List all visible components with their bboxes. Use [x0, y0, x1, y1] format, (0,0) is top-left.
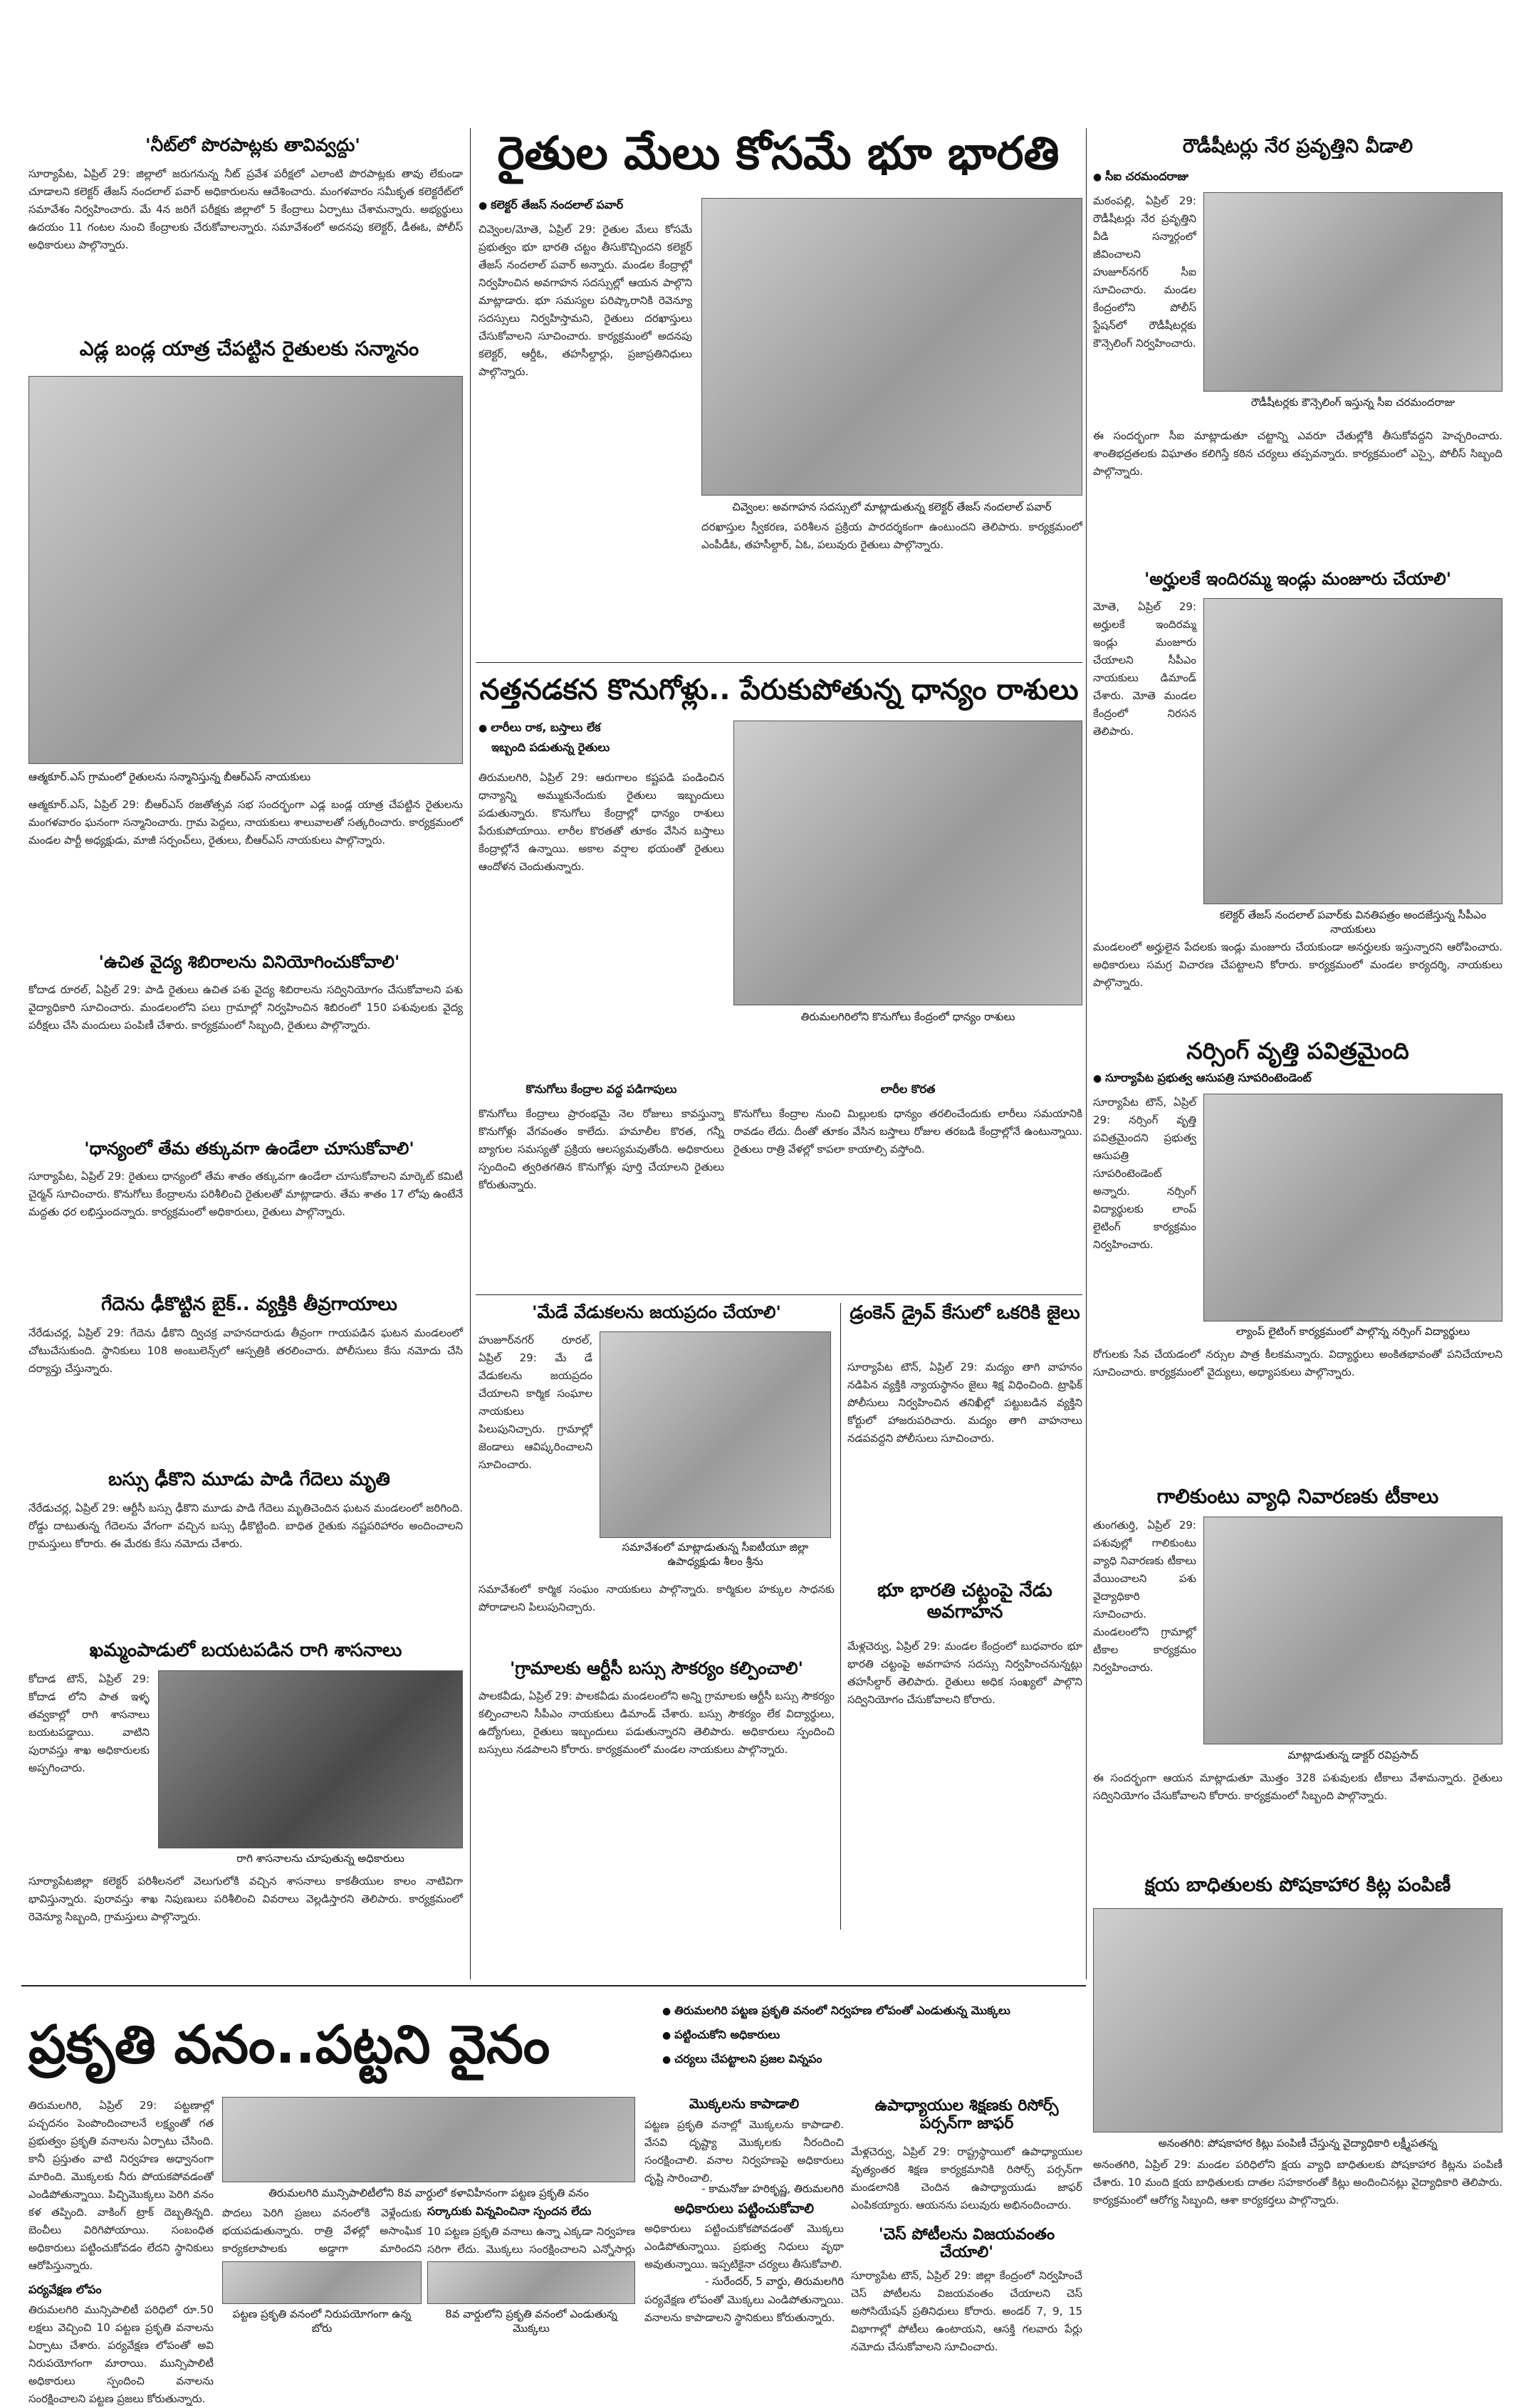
headline-bus-accident: బస్సు ఢీకొని మూడు పాడి గేదెలు మృతి	[108, 1469, 390, 1490]
article-bhu-bharati-body: చివ్వెంల/మోతె, ఏప్రిల్ 29: రైతుల మేలు కోసమే ప్రభుత్వం భూ భారతి చట్టం తీసుకొచ్చిందని కలెక్టర్ తేజస్ నందలాల్ పవార్ అన్నారు. మండల కేంద్రాల్లో నిర్వహించిన అవగాహన సదస్సుల్లో ఆయన పాల్గొని మాట్లాడారు. భూ సమస్యల పరిష్కారానికి రెవెన్యూ సదస్సులు నిర్వహిస్తామని, రైతులు దరఖాస్తులు చేసుకోవాలని సూచించారు. కార్యక్రమంలో అదనపు కలెక్టర్, ఆర్డీఓ, తహసీల్దార్లు, ప్రజాప్రతినిధులు పాల్గొన్నారు.	[479, 223, 692, 378]
article-supervision-body: తిరుమలగిరి మున్సిపాలిటీ పరిధిలో రూ.50 లక్షలు వెచ్చించి 10 పట్టణ ప్రకృతి వనాలను ఏర్పాటు చేశారు. పర్యవేక్షణ లోపంతో అవి నిరుపయోగంగా మారాయి. మున్సిపాలిటీ అధికారులు స్పందించి వనాలను సంరక్షించాలని పట్టణ ప్రజలు కోరుతున్నారు.	[28, 2303, 214, 2405]
caption-unused-borewell: పట్టణ ప్రకృతి వనంలో నిరుపయోగంగా ఉన్న బోరు	[232, 2308, 412, 2335]
headline-grain-moisture: 'ధాన్యంలో తేమ తక్కువగా ఉండేలా చూసుకోవాలి'	[84, 1138, 414, 1158]
article-tb-kits-body: అనంతగిరి, ఏప్రిల్ 29: మండల పరిధిలోని క్షయ వ్యాధి బాధితులకు పోషకాహార కిట్లను పంపిణీ చేశారు. 10 మంది క్షయ బాధితులకు దాతల సహకారంతో కిట్లు అందించినట్లు వైద్యాధికారి తెలిపారు. కార్యక్రమంలో ఆరోగ్య సిబ్బంది, ఆశా కార్యకర్తలు పాల్గొన్నారు.	[1093, 2158, 1502, 2207]
bullet-nature-park-3: ● చర్యలు చేపట్టాలని ప్రజల విన్నపం	[662, 2052, 1082, 2068]
caption-cpm-petition: కలెక్టర్ తేజస్ నందలాల్ పవార్‌కు వినతిపత్రం అందజేస్తున్న సీపీఎం నాయకులు	[1219, 909, 1487, 936]
headline-bike-accident: గేదెను ఢీకొట్టిన బైక్.. వ్యక్తికి తీవ్రగాయాలు	[101, 1294, 397, 1315]
article-chess-body: సూర్యాపేట టౌన్, ఏప్రిల్ 29: జిల్లా కేంద్రంలో నిర్వహించే చెస్ పోటీలను విజయవంతం చేయాలని చెస్ అసోసియేషన్ ప్రతినిధులు కోరారు. అండర్ 7, 9, 15 విభాగాల్లో పోటీలు ఉంటాయని, ఆసక్తి గలవారు పేర్లు నమోదు చేసుకోవాలని సూచించారు.	[851, 2269, 1082, 2353]
headline-edla-bandla: ఎడ్ల బండ్ల యాత్ర చేపట్టిన రైతులకు సన్మానం	[79, 337, 419, 360]
headline-nursing: నర్సింగ్ వృత్తి పవిత్రమైంది	[1186, 1037, 1409, 1064]
photo-tb-kits	[1093, 1908, 1502, 2132]
box-officials-sign: - సురేందర్, 5 వార్డు, తిరుమలగిరి	[704, 2275, 844, 2288]
box-save-plants-text: పట్టణ ప్రకృతి వనాల్లో మొక్కలను కాపాడాలి. వేసవి దృష్ట్యా మొక్కలకు నీరందించి సంరక్షించాలి. వనాల నిర్వహణపై అధికారులు దృష్టి సారించాలి.	[644, 2118, 844, 2184]
article-bhu-bharati-body-2: దరఖాస్తుల స్వీకరణ, పరిశీలన ప్రక్రియ పారదర్శకంగా ఉంటుందని తెలిపారు. కార్యక్రమంలో ఎంపీడీఓ, తహసీల్దార్, ఏఓ, పలువురు రైతులు పాల్గొన్నారు.	[701, 520, 1082, 551]
subhead-supervision: పర్యవేక్షణ లోపం	[28, 2283, 102, 2296]
quote-government: సర్కారుకు విన్నవించినా స్పందన లేదు	[427, 2204, 592, 2218]
caption-farmers-felicitation: ఆత్మకూర్.ఎస్ గ్రామంలో రైతులను సన్మానిస్తున్న బీఆర్ఎస్ నాయకులు	[28, 770, 311, 783]
article-copper-plates-body: కోదాడ టౌన్, ఏప్రిల్ 29: కోదాడ లోని పాత ఇళ్ళ తవ్వకాల్లో రాగి శాసనాలు బయటపడ్డాయి. వాటిని పురావస్తు శాఖ అధికారులకు అప్పగించారు.	[28, 1672, 150, 1774]
headline-prakruthi-vanam: ప్రకృతి వనం..పట్టని వైనం	[28, 2014, 550, 2075]
article-waiting-body: కొనుగోలు కేంద్రాలు ప్రారంభమై నెల రోజులు కావస్తున్నా కొనుగోళ్లు వేగవంతం కాలేదు. హమాలీల కొరత, గన్నీ బ్యాగుల సమస్యతో ప్రక్రియ ఆలస్యమవుతోంది. అధికారులు స్పందించి త్వరితగతిన కొనుగోళ్లు పూర్తి చేయాలని రైతులు కోరుతున్నారు.	[479, 1107, 724, 1191]
headline-tb-kits: క్షయ బాధితులకు పోషకాహార కిట్ల పంపిణీ	[1144, 1874, 1451, 1896]
caption-copper-plates: రాగి శాసనాలను చూపుతున్న అధికారులు	[236, 1852, 404, 1865]
section-rule-bottom	[21, 1985, 1086, 1986]
caption-lamp-lighting: ల్యాంప్ లైటింగ్ కార్యక్రమంలో పాల్గొన్న నర్సింగ్ విద్యార్థులు	[1235, 1325, 1470, 1338]
article-rowdy-body-2: ఈ సందర్భంగా సీఐ మాట్లాడుతూ చట్టాన్ని ఎవరూ చేతుల్లోకి తీసుకోవద్దని హెచ్చరించారు. శాంతిభద్రతలకు విఘాతం కలిగిస్తే కఠిన చర్యలు తప్పవన్నారు. కార్యక్రమంలో ఎస్సై, పోలీస్ సిబ్బంది పాల్గొన్నారు.	[1093, 429, 1502, 478]
article-drunken-drive-body: సూర్యాపేట టౌన్, ఏప్రిల్ 29: మద్యం తాగి వాహనం నడిపిన వ్యక్తికి న్యాయస్థానం జైలు శిక్ష విధించింది. ట్రాఫిక్ పోలీసులు నిర్వహించిన తనిఖీల్లో పట్టుబడిన వ్యక్తిని కోర్టులో హాజరుపరిచారు. మద్యం తాగి వాహనాలు నడపవద్దని పోలీసులు సూచించారు.	[847, 1361, 1082, 1445]
subhead-lorry-shortage: లారీల కొరత	[880, 1082, 936, 1096]
photo-nature-park-ward8	[222, 2097, 635, 2182]
article-nature-park-body-2: పొదలు పెరిగి ప్రజలు వనంలోకి వెళ్లేందుకు భయపడుతున్నారు. రాత్రి వేళల్లో అసాంఘిక కార్యకలాపాలకు అడ్డాగా మారిందని	[222, 2207, 422, 2255]
bullet-collector: ● కలెక్టర్ తేజస్ నందలాల్ పవార్	[479, 198, 692, 214]
column-rule-left	[470, 128, 471, 1979]
box-officials-text: అధికారులు పట్టించుకోకపోవడంతో మొక్కలు ఎండిపోతున్నాయి. ప్రభుత్వ నిధులు వృథా అవుతున్నాయి. ఇప్పటికైనా చర్యలు తీసుకోవాలి.	[644, 2222, 844, 2271]
article-grain-moisture-body: సూర్యాపేట, ఏప్రిల్ 29: రైతులు ధాన్యంలో తేమ శాతం తక్కువగా ఉండేలా చూసుకోవాలని మార్కెట్ కమిటీ చైర్మన్ సూచించారు. కొనుగోలు కేంద్రాలను పరిశీలించి రైతులతో మాట్లాడారు. తేమ శాతం 17 లోపు ఉంటేనే మద్దతు ధర లభిస్తుందన్నారు. కార్యక్రమంలో అధికారులు, రైతులు పాల్గొన్నారు.	[28, 1170, 463, 1218]
bullet-farmers-trouble: ఇబ్బంది పడుతున్న రైతులు	[491, 740, 610, 754]
headline-bhu-bharati: రైతుల మేలు కోసమే భూ భారతి	[497, 127, 1060, 180]
caption-grain-heaps: తిరుమలగిరిలోని కొనుగోలు కేంద్రంలో ధాన్యం రాశులు	[800, 1010, 1015, 1023]
section-rule-1	[476, 662, 1082, 663]
photo-unused-borewell	[222, 2261, 422, 2304]
article-bike-accident-body: నేరేడుచర్ల, ఏప్రిల్ 29: గేదెను ఢీకొని ద్విచక్ర వాహనదారుడు తీవ్రంగా గాయపడిన ఘటన మండలంలో చోటుచేసుకుంది. స్థానికులు 108 అంబులెన్స్‌లో ఆస్పత్రికి తరలించారు. పోలీసులు కేసు నమోదు చేసి దర్యాప్తు చేస్తున్నారు.	[28, 1326, 463, 1375]
headline-neet: 'నీట్‌లో పొరపాట్లకు తావివ్వద్దు'	[145, 135, 360, 155]
article-vaccination-body-2: ఈ సందర్భంగా ఆయన మాట్లాడుతూ మొత్తం 328 పశువులకు టీకాలు వేశామన్నారు. రైతులు సద్వినియోగం చేసుకోవాలని కోరారు. కార్యక్రమంలో సిబ్బంది పాల్గొన్నారు.	[1093, 1771, 1502, 1802]
article-bus-accident-body: నేరేడుచర్ల, ఏప్రిల్ 29: ఆర్టీసీ బస్సు ఢీకొని మూడు పాడి గేదెలు మృతిచెందిన ఘటన మండలంలో జరిగింది. రోడ్డు దాటుతున్న గేదెలను వేగంగా వచ్చిన బస్సు ఢీకొట్టింది. బాధిత రైతుకు నష్టపరిహారం అందించాలని గ్రామస్తులు కోరారు. ఈ మేరకు కేసు నమోదు చేశారు.	[28, 1502, 463, 1550]
photo-doctor-speaking	[1203, 1517, 1502, 1744]
headline-rtc-bus: 'గ్రామాలకు ఆర్టీసీ బస్సు సౌకర్యం కల్పించాలి'	[509, 1658, 803, 1678]
subhead-waiting: కొనుగోలు కేంద్రాల వద్ద పడిగాపులు	[526, 1082, 677, 1096]
article-indiramma-body-2: మండలంలో అర్హులైన పేదలకు ఇండ్లు మంజూరు చేయకుండా అనర్హులకు ఇస్తున్నారని ఆరోపించారు. అధికారులు సమగ్ర విచారణ చేపట్టాలని కోరారు. కార్యక్రమంలో మండల కార్యదర్శి, నాయకులు పాల్గొన్నారు.	[1093, 941, 1502, 989]
headline-may-day: 'మేడే వేడుకలను జయప్రదం చేయాలి'	[532, 1302, 781, 1322]
article-bhu-bharati-awareness-body: మేళ్లచెర్వు, ఏప్రిల్ 29: మండల కేంద్రంలో బుధవారం భూ భారతి చట్టంపై అవగాహన సదస్సు నిర్వహించనున్నట్లు తహసీల్దార్ తెలిపారు. రైతులు అధిక సంఖ్యలో పాల్గొని సద్వినియోగం చేసుకోవాలని కోరారు.	[847, 1640, 1082, 1706]
article-edla-bandla-body: ఆత్మకూర్.ఎస్, ఏప్రిల్ 29: బీఆర్ఎస్ రజతోత్సవ సభ సందర్భంగా ఎడ్ల బండ్ల యాత్ర చేపట్టిన రైతులను మంగళవారం ఘనంగా సన్మానించారు. గ్రామ పెద్దలు, నాయకులు శాలువాలతో సత్కరించారు. కార్యక్రమంలో మండల పార్టీ అధ్యక్షుడు, మాజీ సర్పంచ్‌లు, రైతులు, బీఆర్ఎస్ నాయకులు పాల్గొన్నారు.	[28, 798, 463, 847]
bullet-nature-park-2: ● పట్టించుకోని అధికారులు	[662, 2028, 1082, 2044]
headline-drunken-drive: డ్రంకెన్ డ్రైవ్ కేసులో ఒకరికి జైలు	[850, 1302, 1080, 1324]
photo-lamp-lighting	[1203, 1094, 1502, 1321]
photo-farmers-felicitation	[28, 376, 463, 764]
article-nature-park-body: తిరుమలగిరి, ఏప్రిల్ 29: పట్టణాల్లో పచ్చదనం పెంపొందించాలనే లక్ష్యంతో గత ప్రభుత్వం ప్రకృతి వనాలను ఏర్పాటు చేసింది. కానీ ప్రస్తుతం వాటి నిర్వహణ అధ్వానంగా మారింది. మొక్కలకు నీరు పోయకపోవడంతో ఎండిపోతున్నాయి. పిచ్చిమొక్కలు పెరిగి వనం కళ తప్పింది. వాకింగ్ ట్రాక్ దెబ్బతిన్నది. బెంచీలు విరిగిపోయాయి. సంబంధిత అధికారులు పట్టించుకోవడం లేదని స్థానికులు ఆరోపిస్తున్నారు.	[28, 2099, 214, 2272]
headline-rowdy-sheeters: రౌడీషీటర్లు నేర ప్రవృత్తిని వీడాలి	[1182, 135, 1413, 157]
photo-grain-heaps	[733, 721, 1082, 1005]
caption-doctor-speaking: మాట్లాడుతున్న డాక్టర్ రవిప్రసాద్	[1287, 1749, 1418, 1761]
caption-may-day-meeting: సమావేశంలో మాట్లాడుతున్న సీఐటీయూ జిల్లా ఉపాధ్యక్షుడు శీలం శ్రీను	[622, 1541, 809, 1568]
headline-bhu-bharati-awareness: భూ భారతి చట్టంపై నేడు అవగాహన	[877, 1580, 1052, 1623]
headline-medical-camps: 'ఉచిత వైద్య శిబిరాలను వినియోగించుకోవాలి'	[98, 952, 400, 972]
photo-drying-plants	[427, 2261, 635, 2304]
byline-ci: ● సీఐ చరమందరాజు	[1093, 169, 1307, 186]
bullet-lorries: ● లారీలు రాక, బస్తాలు లేక	[479, 721, 735, 737]
photo-collector-meeting	[701, 198, 1082, 496]
column-rule-center	[840, 1303, 841, 1930]
box-supervision-text: పర్యవేక్షణ లోపంతో మొక్కలు ఎండిపోతున్నాయి. వనాలను కాపాడాలని స్థానికులు కోరుతున్నారు.	[644, 2293, 844, 2324]
caption-collector-meeting: చివ్వెంల: అవగాహన సదస్సులో మాట్లాడుతున్న కలెక్టర్ తేజస్ నందలాల్ పవార్	[732, 501, 1052, 513]
headline-indiramma-houses: 'అర్హులకే ఇందిరమ్మ ఇండ్లు మంజూరు చేయాలి'	[1144, 569, 1452, 589]
photo-copper-plates	[158, 1670, 463, 1848]
article-may-day-body-2: సమావేశంలో కార్మిక సంఘం నాయకులు పాల్గొన్నారు. కార్మికుల హక్కుల సాధనకు పోరాడాలని పిలుపునిచ్చారు.	[479, 1583, 835, 1613]
bullet-superintendent: ● సూర్యాపేట ప్రభుత్వ ఆసుపత్రి సూపరింటెండెంట్	[1093, 1071, 1502, 1087]
headline-teacher-training: ఉపాధ్యాయుల శిక్షణకు రిసోర్స్ పర్సన్‌గా జాఫర్	[874, 2097, 1059, 2133]
headline-chess: 'చెస్ పోటీలను విజయవంతం చేయాలి'	[878, 2226, 1055, 2262]
caption-rowdy-counselling: రౌడీషీటర్లకు కౌన్సెలింగ్ ఇస్తున్న సీఐ చరమందరాజు	[1250, 396, 1455, 409]
photo-rowdy-counselling	[1203, 192, 1502, 392]
article-may-day-body: హుజూర్‌నగర్ రూరల్, ఏప్రిల్ 29: మే డే వేడుకలను జయప్రదం చేయాలని కార్మిక సంఘాల నాయకులు పిలుపునిచ్చారు. గ్రామాల్లో జెండాలు ఆవిష్కరించాలని సూచించారు.	[479, 1334, 592, 1471]
photo-may-day-meeting	[600, 1331, 831, 1538]
headline-vaccination: గాలికుంటు వ్యాధి నివారణకు టీకాలు	[1156, 1485, 1439, 1508]
caption-tb-kits: అనంతగిరి: పోషకాహార కిట్లు పంపిణీ చేస్తున్న వైద్యాధికారి లక్ష్మీపతన్న	[1158, 2137, 1438, 2150]
box-save-plants-title: మొక్కలను కాపాడాలి	[689, 2096, 800, 2112]
caption-nature-park-ward8: తిరుమలగిరి మున్సిపాలిటీలోని 8వ వార్డులో కళావిహీనంగా పట్టణ ప్రకృతి వనం	[268, 2187, 589, 2199]
article-medical-camps-body: కోదాడ రూరల్, ఏప్రిల్ 29: పాడి రైతులు ఉచిత పశు వైద్య శిబిరాలను సద్వినియోగం చేసుకోవాలని పశు వైద్యాధికారి సూచించారు. మండలంలోని పలు గ్రామాల్లో నిర్వహించిన శిబిరంలో 150 పశువులకు వైద్య పరీక్షలు చేసి మందులు పంపిణీ చేశారు. కార్యక్రమంలో సిబ్బంది, రైతులు పాల్గొన్నారు.	[28, 983, 463, 1032]
article-lorry-shortage-body: కొనుగోలు కేంద్రాల నుంచి మిల్లులకు ధాన్యం తరలించేందుకు లారీలు సమయానికి రావడం లేదు. దీంతో తూకం వేసిన బస్తాలు రోజుల తరబడి కేంద్రాల్లోనే ఉంటున్నాయి. రైతులు రాత్రి వేళల్లో కాపలా కాయాల్సి వస్తోంది.	[733, 1107, 1082, 1156]
article-teacher-training-body: మేళ్లచెర్వు, ఏప్రిల్ 29: రాష్ట్రస్థాయిలో ఉపాధ్యాయుల వృత్యంతర శిక్షణ కార్యక్రమానికి రిసోర్స్ పర్సన్‌గా మండలానికి చెందిన ఉపాధ్యాయుడు జాఫర్ ఎంపికయ్యారు. ఆయనను పలువురు అభినందించారు.	[851, 2145, 1082, 2211]
headline-grain-purchases: నత్తనడకన కొనుగోళ్లు.. పేరుకుపోతున్న ధాన్యం రాశులు	[479, 674, 1079, 706]
article-rtc-bus-body: పాలకవీడు, ఏప్రిల్ 29: పాలకవీడు మండలంలోని అన్ని గ్రామాలకు ఆర్టీసీ బస్సు సౌకర్యం కల్పించాలని సీపీఎం నాయకులు డిమాండ్ చేశారు. బస్సు సౌకర్యం లేక విద్యార్థులు, ఉద్యోగులు, రైతులు ఇబ్బందులు పడుతున్నారని తెలిపారు. అధికారులు స్పందించి బస్సులు నడపాలని కోరారు. కార్యక్రమంలో మండల నాయకులు పాల్గొన్నారు.	[479, 1690, 835, 1756]
bullet-nature-park-1: ● తిరుమలగిరి పట్టణ ప్రకృతి వనంలో నిర్వహణ లోపంతో ఎండుతున్న మొక్కలు	[662, 2004, 1082, 2020]
quote-government-text: 10 పట్టణ ప్రకృతి వనాలు ఉన్నా ఎక్కడా నిర్వహణ సరిగా లేదు. మొక్కలు సంరక్షించాలని ఎన్నోసార్లు	[427, 2225, 635, 2256]
column-rule-right	[1086, 128, 1087, 1979]
article-grain-purchases-body: తిరుమలగిరి, ఏప్రిల్ 29: ఆరుగాలం కష్టపడి పండించిన ధాన్యాన్ని అమ్ముకునేందుకు రైతులు ఇబ్బందులు పడుతున్నారు. కొనుగోలు కేంద్రాల్లో ధాన్యం రాశులు పేరుకుపోయాయి. లారీల కొరతతో తూకం వేసిన బస్తాలు కేంద్రాల్లోనే ఉన్నాయి. అకాల వర్షాల భయంతో రైతులు ఆందోళన చెందుతున్నారు.	[479, 771, 724, 873]
article-vaccination-body: తుంగతుర్తి, ఏప్రిల్ 29: పశువుల్లో గాలికుంటు వ్యాధి నివారణకు టీకాలు వేయించాలని పశు వైద్యాధికారి సూచించారు. మండలంలోని గ్రామాల్లో టీకాల కార్యక్రమం నిర్వహించారు.	[1093, 1519, 1196, 1674]
article-neet-body: సూర్యాపేట, ఏప్రిల్ 29: జిల్లాలో జరుగనున్న నీట్ ప్రవేశ పరీక్షలో ఎలాంటి పొరపాట్లకు తావు లేకుండా చూడాలని కలెక్టర్ తేజస్ నందలాల్ పవార్ అధికారులను ఆదేశించారు. మంగళవారం సమీకృత కలెక్టరేట్‌లో సమావేశం నిర్వహించారు. మే 4న జరిగే పరీక్షకు జిల్లాలో 5 కేంద్రాలు ఏర్పాటు చేశామన్నారు. అభ్యర్థులు ఉదయం 11 గంటల నుంచి కేంద్రాలకు చేరుకోవాలన్నారు. సమావేశంలో అదనపు కలెక్టర్, డీఈఓ, పోలీస్ అధికారులు పాల్గొన్నారు.	[28, 167, 463, 251]
article-indiramma-body: మోతె, ఏప్రిల్ 29: అర్హులకే ఇందిరమ్మ ఇండ్లు మంజూరు చేయాలని సీపీఎం నాయకులు డిమాండ్ చేశారు. మోతె మండల కేంద్రంలో నిరసన తెలిపారు.	[1093, 600, 1196, 738]
article-copper-plates-body-2: సూర్యాపేటజిల్లా కలెక్టర్ పరిశీలనలో వెలుగులోకి వచ్చిన శాసనాలు కాకతీయుల కాలం నాటివిగా భావిస్తున్నారు. పురావస్తు శాఖ నిపుణులు పరిశీలించి వివరాలు వెల్లడిస్తారని తెలిపారు. కార్యక్రమంలో రెవెన్యూ సిబ్బంది, గ్రామస్తులు పాల్గొన్నారు.	[28, 1875, 463, 1923]
article-nursing-body-2: రోగులకు సేవ చేయడంలో నర్సుల పాత్ర కీలకమన్నారు. విద్యార్థులు అంకితభావంతో పనిచేయాలని సూచించారు. కార్యక్రమంలో వైద్యులు, అధ్యాపకులు పాల్గొన్నారు.	[1093, 1348, 1502, 1378]
headline-copper-plates: ఖమ్మంపాడులో బయటపడిన రాగి శాసనాలు	[89, 1640, 402, 1661]
caption-drying-plants: 8వ వార్డులోని ప్రకృతి వనంలో ఎండుతున్న మొక్కలు	[445, 2308, 617, 2335]
section-rule-2	[476, 1294, 1082, 1295]
box-officials-title: అధికారులు పట్టించుకోవాలి	[674, 2201, 815, 2216]
article-rowdy-body: మఠంపల్లి, ఏప్రిల్ 29: రౌడీషీటర్లు నేర ప్రవృత్తిని వీడి సన్మార్గంలో జీవించాలని హుజూర్‌నగర్ సీఐ సూచించారు. మండల కేంద్రంలోని పోలీస్ స్టేషన్‌లో రౌడీషీటర్లకు కౌన్సెలింగ్ నిర్వహించారు.	[1093, 194, 1196, 350]
photo-cpm-petition	[1203, 598, 1502, 904]
article-nursing-body: సూర్యాపేట టౌన్, ఏప్రిల్ 29: నర్సింగ్ వృత్తి పవిత్రమైందని ప్రభుత్వ ఆసుపత్రి సూపరింటెండెంట్ అన్నారు. నర్సింగ్ విద్యార్థులకు లాంప్ లైటింగ్ కార్యక్రమం నిర్వహించారు.	[1093, 1096, 1196, 1251]
box-save-plants-sign: - కామనోజు హరికృష్ణ, తిరుమలగిరి	[701, 2182, 844, 2195]
